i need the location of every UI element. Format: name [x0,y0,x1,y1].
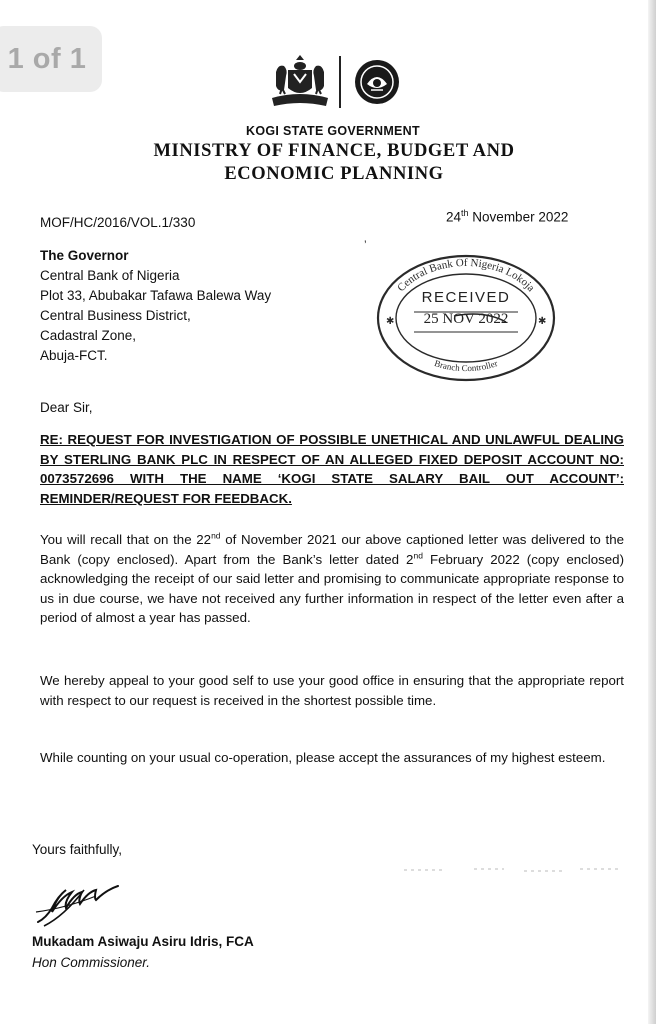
recipient-line: Central Business District, [40,308,191,323]
received-stamp [374,252,558,384]
svg-text:✱: ✱ [386,316,395,327]
stamp-ring-top: Central Bank Of Nigeria Lokoja [395,256,537,295]
body-paragraph-1: You will recall that on the 22nd of November 2021 our above captioned letter was delivered to the Bank (copy enclosed). Apart from the Bank’s letter dated 2nd February 2022 (copy enclosed) acknowledging the receipt of our said letter and promising to communicate appropriate response to us in due course, we have not received any further information in respect of the letter even after a period of almost a year has passed. [40,530,625,625]
recipient-line: Cadastral Zone, [40,328,137,343]
recipient-line: The Governor [40,248,129,263]
reference-number: MOF/HC/2016/VOL.1/330 [40,215,196,230]
letter-date: 24th November 2022 [446,208,569,225]
body-paragraph-3: While counting on your usual co-operation, please accept the assurances of my highest esteem. [40,750,606,765]
closing-line: Yours faithfully, [32,842,123,857]
recipient-line: Abuja-FCT. [40,348,108,363]
ministry-line-1: MINISTRY OF FINANCE, BUDGET AND [153,141,515,161]
subject-heading: RE: REQUEST FOR INVESTIGATION OF POSSIBLE UNETHICAL AND UNLAWFUL DEALING BY STERLING BANK PLC IN RESPECT OF AN ALLEGED FIXED DEPOSIT ACCOUNT NO: 0073572696 WITH THE NAME ‘KOGI STATE SALARY BAIL OUT ACCOUNT’: REMINDER/REQUEST FOR FEEDBACK. [40,432,624,506]
recipient-line: Central Bank of Nigeria [40,268,180,283]
body-paragraph-2: We hereby appeal to your good self to use your good office in ensuring that the appropriate report with respect to our request is received in the shortest possible time. [40,673,624,708]
svg-text:✱: ✱ [538,316,547,327]
stamp-date: 25 NOV 2022 [423,311,509,327]
stamp-received-label: RECEIVED [421,289,511,306]
ministry-line-2: ECONOMIC PLANNING [224,164,444,184]
recipient-address [40,246,271,366]
ministry-name [0,140,656,186]
coat-of-arms-icon [268,54,332,112]
margin-mark [0,393,1,409]
faint-scan-marks [404,864,624,876]
state-seal-icon [353,58,401,106]
svg-text:Branch Controller [433,358,499,373]
government-name: KOGI STATE GOVERNMENT [246,124,420,138]
letterhead-divider [339,56,341,108]
handwritten-signature [34,868,140,930]
pen-mark: ’ [364,238,367,252]
page-counter-badge: 1 of 1 [0,26,102,92]
signer-title: Hon Commissioner. [32,955,151,970]
salutation: Dear Sir, [40,400,93,415]
signer-name: Mukadam Asiwaju Asiru Idris, FCA [32,934,254,949]
recipient-line: Plot 33, Abubakar Tafawa Balewa Way [40,288,272,303]
stamp-ring-bottom: Branch Controller [433,358,499,374]
